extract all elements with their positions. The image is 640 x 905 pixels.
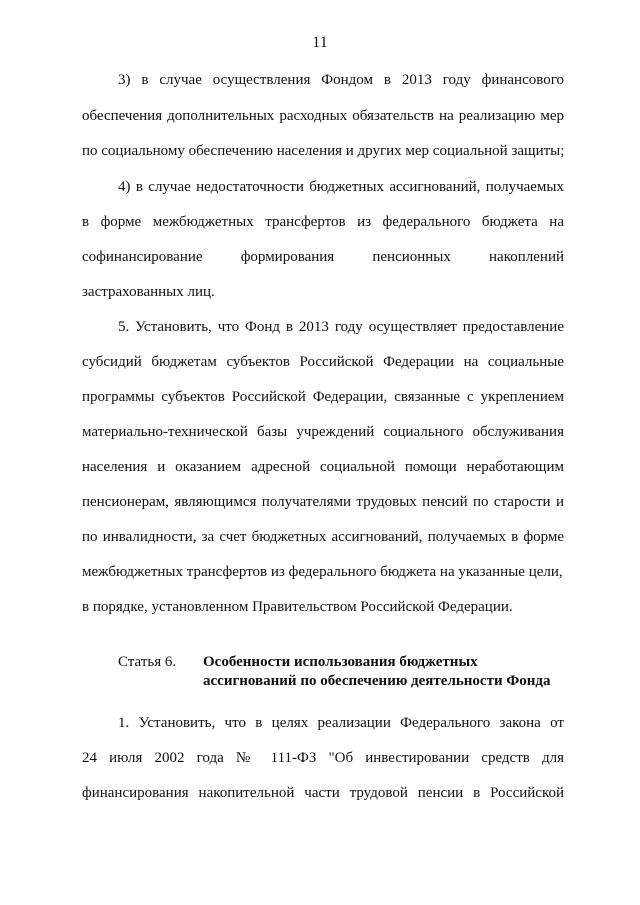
article-title-line1: Особенности использования бюджетных <box>203 654 478 670</box>
text-line: 3) в случае осуществления Фондом в 2013 году финансового <box>118 72 564 88</box>
text-line: по инвалидности, за счет бюджетных ассигнований, получаемых в форме <box>82 529 564 545</box>
text-line: 1. Установить, что в целях реализации Федерального закона от <box>118 715 564 731</box>
text-line: программы субъектов Российской Федерации, связанные с укреплением <box>82 389 564 405</box>
text-line: в форме межбюджетных трансфертов из федерального бюджета на <box>82 214 564 230</box>
text-line: застрахованных лиц. <box>82 284 215 300</box>
text-line: в порядке, установленном Правительством Российской Федерации. <box>82 599 513 615</box>
text-line: финансирования накопительной части трудовой пенсии в Российской <box>82 785 564 801</box>
text-line: обеспечения дополнительных расходных обязательств на реализацию мер <box>82 108 564 124</box>
text-line: по социальному обеспечению населения и других мер социальной защиты; <box>82 143 565 159</box>
text-line: пенсионерам, являющимся получателями трудовых пенсий по старости и <box>82 494 564 510</box>
text-line: субсидий бюджетам субъектов Российской Федерации на социальные <box>82 354 564 370</box>
article-title-line2: ассигнований по обеспечению деятельности Фонда <box>203 673 551 689</box>
text-line: материально-технической базы учреждений социального обслуживания <box>82 424 564 440</box>
text-line: софинансирование формирования пенсионных накоплений <box>82 249 564 265</box>
text-line: населения и оказанием адресной социальной помощи неработающим <box>82 459 564 475</box>
text-line: 4) в случае недостаточности бюджетных ассигнований, получаемых <box>118 179 564 195</box>
page-number: 11 <box>312 34 328 51</box>
text-line: 24 июля 2002 года № 111-ФЗ "Об инвестировании средств для <box>82 750 564 766</box>
article-label: Статья 6. <box>118 654 177 670</box>
text-line: межбюджетных трансфертов из федерального бюджета на указанные цели, <box>82 564 563 580</box>
text-line: 5. Установить, что Фонд в 2013 году осуществляет предоставление <box>118 319 564 335</box>
